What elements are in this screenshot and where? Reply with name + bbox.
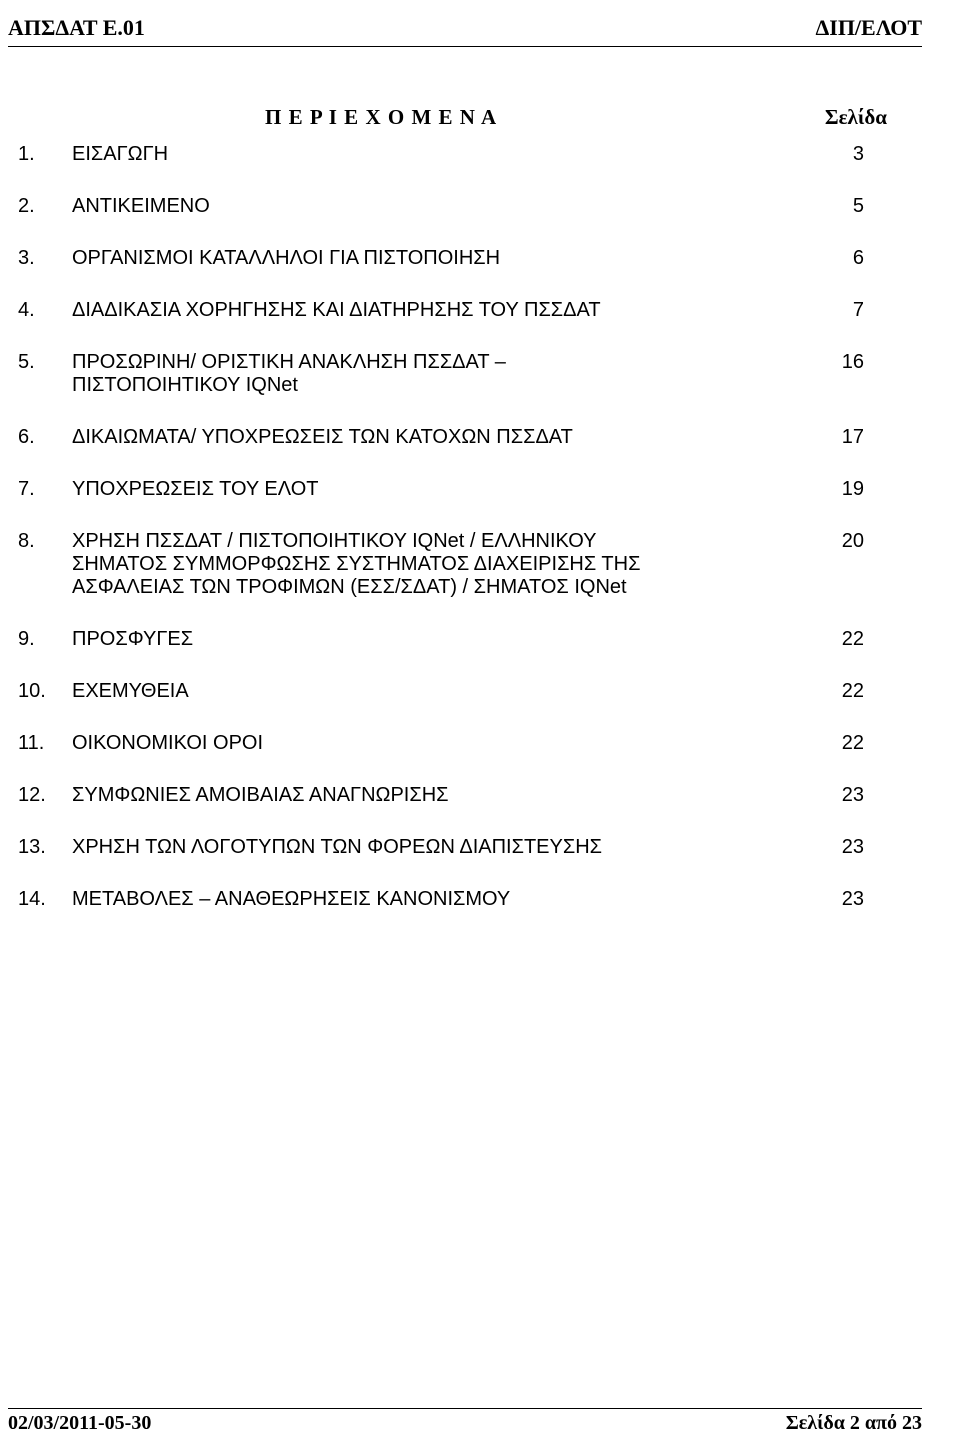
toc-entry-title: ΟΙΚΟΝΟΜΙΚΟΙ ΟΡΟΙ [72,732,264,754]
toc-entry [18,478,864,501]
header-document-code: ΑΠΣΔΑΤ Ε.01 [8,15,145,40]
toc-list [18,143,864,940]
page-header [8,4,922,47]
toc-entry-page: 5 [852,195,864,217]
toc-entry-page: 22 [841,680,864,702]
toc-entry-page: 16 [841,351,864,373]
toc-entry-number: 7. [18,478,35,500]
toc-entry-number: 13. [18,836,46,858]
toc-entry-title: ΠΡΟΣΦΥΓΕΣ [72,628,194,650]
toc-entry-number: 11. [18,732,45,754]
toc-entry-page: 20 [841,530,864,552]
toc-entry-page: 7 [852,299,864,321]
toc-entry [18,784,864,807]
toc-entry-title: ΑΝΤΙΚΕΙΜΕΝΟ [72,195,210,217]
toc-entry-title: ΧΡΗΣΗ ΠΣΣΔΑΤ / ΠΙΣΤΟΠΟΙΗΤΙΚΟΥ IQNet / ΕΛΛΗΝΙΚΟΥ ΣΗΜΑΤΟΣ ΣΥΜΜΟΡΦΩΣΗΣ ΣΥΣΤΗΜΑΤΟΣ ΔΙΑΧΕΙΡΙΣΗΣ ΤΗΣ ΑΣΦΑΛΕΙΑΣ ΤΩΝ ΤΡΟΦΙΜΩΝ (ΕΣΣ/ΣΔΑΤ) / ΣΗΜΑΤΟΣ IQNet [72,530,641,598]
toc-entry-number: 10. [18,680,46,702]
toc-entry-title: ΥΠΟΧΡΕΩΣΕΙΣ ΤΟΥ ΕΛΟΤ [72,478,319,500]
toc-entry-page: 22 [841,628,864,650]
toc-entry-number: 14. [18,888,46,910]
toc-entry-title: ΔΙΚΑΙΩΜΑΤΑ/ ΥΠΟΧΡΕΩΣΕΙΣ ΤΩΝ ΚΑΤΟΧΩΝ ΠΣΣΔΑΤ [72,426,573,448]
toc-entry [18,836,864,859]
toc-title: Π Ε Ρ Ι Ε Χ Ο Μ Ε Ν Α [265,105,498,129]
toc-entry-title: ΣΥΜΦΩΝΙΕΣ ΑΜΟΙΒΑΙΑΣ ΑΝΑΓΝΩΡΙΣΗΣ [72,784,449,806]
toc-entry-number: 12. [18,784,46,806]
toc-entry [18,299,864,322]
toc-entry-title: ΕΧΕΜΥΘΕΙΑ [72,680,189,702]
toc-entry-title: ΔΙΑΔΙΚΑΣΙΑ ΧΟΡΗΓΗΣΗΣ ΚΑΙ ΔΙΑΤΗΡΗΣΗΣ ΤΟΥ ΠΣΣΔΑΤ [72,299,601,321]
toc-entry-number: 2. [18,195,35,217]
toc-entry-page: 23 [841,784,864,806]
toc-entry-page: 17 [841,426,864,448]
toc-entry [18,426,864,449]
toc-entry-number: 3. [18,247,35,269]
toc-entry-page: 23 [841,836,864,858]
toc-entry-number: 5. [18,351,35,373]
toc-entry [18,530,864,599]
toc-entry-number: 4. [18,299,35,321]
toc-entry-page: 22 [841,732,864,754]
toc-entry [18,195,864,218]
toc-entry-title: ΜΕΤΑΒΟΛΕΣ – ΑΝΑΘΕΩΡΗΣΕΙΣ ΚΑΝΟΝΙΣΜΟΥ [72,888,511,910]
toc-entry-page: 6 [852,247,864,269]
toc-entry-number: 6. [18,426,35,448]
toc-entry-number: 8. [18,530,35,552]
toc-entry-title: ΕΙΣΑΓΩΓΗ [72,143,169,165]
header-department: ΔΙΠ/ΕΛΟΤ [815,15,922,40]
toc-entry [18,143,864,166]
toc-entry-title: ΠΡΟΣΩΡΙΝΗ/ ΟΡΙΣΤΙΚΗ ΑΝΑΚΛΗΣΗ ΠΣΣΔΑΤ – ΠΙΣΤΟΠΟΙΗΤΙΚΟΥ IQNet [72,351,506,396]
toc-entry-title: ΧΡΗΣΗ ΤΩΝ ΛΟΓΟΤΥΠΩΝ ΤΩΝ ΦΟΡΕΩΝ ΔΙΑΠΙΣΤΕΥΣΗΣ [72,836,603,858]
toc-entry [18,628,864,651]
toc-entry-number: 1. [18,143,35,165]
toc-entry-title: ΟΡΓΑΝΙΣΜΟΙ ΚΑΤΑΛΛΗΛΟΙ ΓΙΑ ΠΙΣΤΟΠΟΙΗΣΗ [72,247,501,269]
toc-entry [18,680,864,703]
footer-page-number: Σελίδα 2 από 23 [785,1411,922,1434]
toc-entry-number: 9. [18,628,35,650]
toc-page-column-label: Σελίδα [824,105,887,129]
toc-entry [18,351,864,397]
toc-entry-page: 23 [841,888,864,910]
footer-date: 02/03/2011-05-30 [8,1411,152,1434]
toc-entry [18,888,864,911]
toc-entry [18,732,864,755]
toc-entry [18,247,864,270]
toc-entry-page: 19 [841,478,864,500]
page-footer [8,1408,922,1435]
toc-entry-page: 3 [852,143,864,165]
